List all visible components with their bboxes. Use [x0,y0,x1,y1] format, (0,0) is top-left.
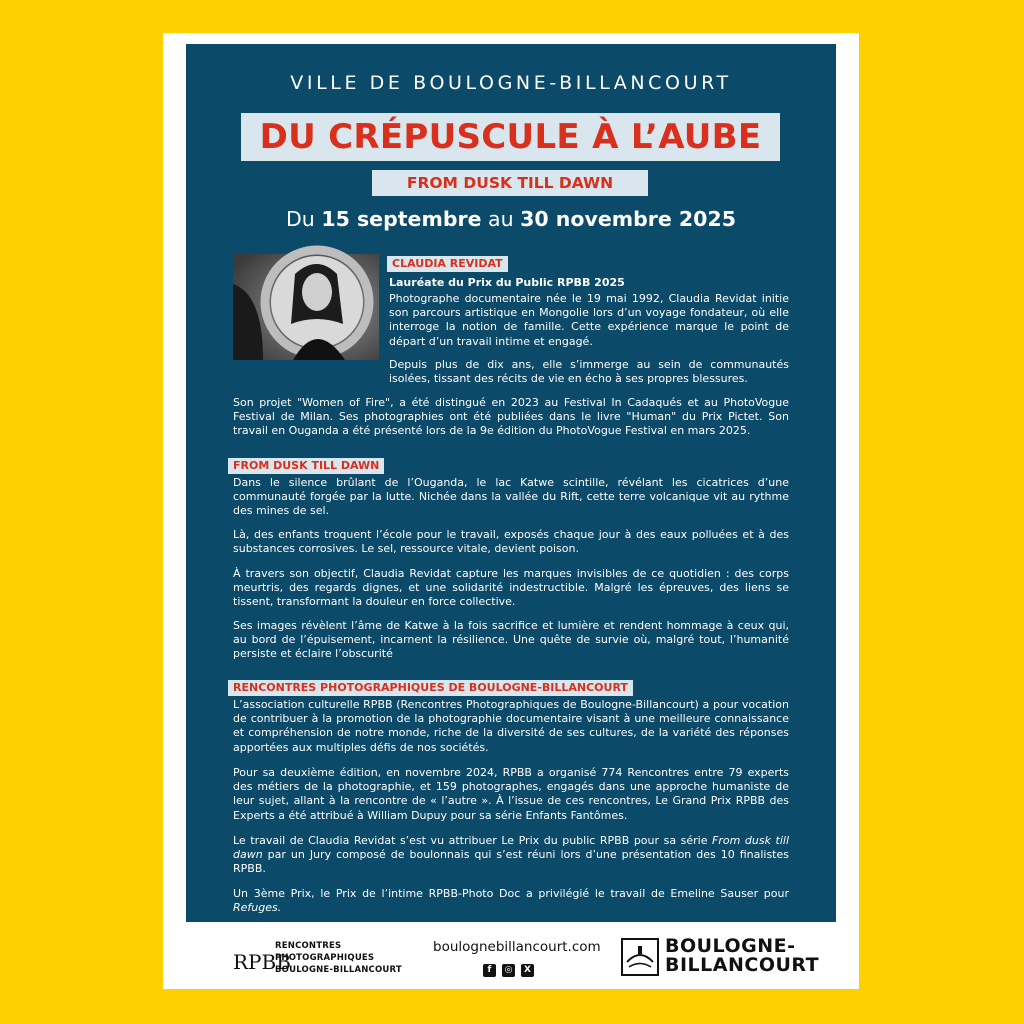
poster-page [163,33,859,989]
series-title-italic: From dusk till dawn [233,834,790,862]
refuges-title-italic: Refuges. [233,901,282,915]
svg-text:RPBB: RPBB [233,950,291,974]
exhibition-dates: Du 15 septembre au 30 novembre 2025 [286,207,736,231]
rpbb-logo-text: RENCONTRES PHOTOGRAPHIQUES BOULOGNE-BILLANCOURT [275,941,402,975]
rpbb-paragraph-3: Le travail de Claudia Revidat s’est vu attribuer Le Prix du public RPBB pour sa série From dusk till dawn par un Jury composé de boulonnais qui s’est réuni lors d’une présentation des 10 finalistes RPBB. [233,834,790,876]
footer [163,922,859,989]
artist-bio-paragraph-1: Photographe documentaire née le 19 mai 1992, Claudia Revidat initie son parcours artistique en Mongolie lors d’un voyage fondateur, où elle interroge la notion de famille. Cette expérience marque le point de départ d’un travail intime et engagé. [389,292,789,348]
website-link[interactable]: boulognebillancourt.com [433,939,601,955]
city-heading: VILLE DE BOULOGNE-BILLANCOURT [290,72,732,94]
rpbb-paragraph-1: L’association culturelle RPBB (Rencontres Photographiques de Boulogne-Billancourt) a pour vocation de contribuer à la promotion de la photographie documentaire visant à une meilleure connaissance et compréhension de notre monde, riche de la diversité de ses cultures, de la variété des réponses apportées aux multiples défis de nos sociétés. [233,698,789,754]
artist-bio-paragraph-3: Son projet "Women of Fire", a été distingué en 2023 au Festival In Cadaqués et au PhotoVogue Festival de Milan. Ses photographies ont été publiées dans le livre "Human" du Prix Pictet. Son travail en Ouganda a été présenté lors de la 9e édition du PhotoVogue Festival en mars 2025. [233,396,789,438]
exhibition-subtitle: FROM DUSK TILL DAWN [406,174,614,192]
rpbb-paragraph-4: Un 3ème Prix, le Prix de l’intime RPBB-Photo Doc a privilégié le travail de Emeline Sauser pour Refuges. [233,887,789,915]
rpbb-section-label: RENCONTRES PHOTOGRAPHIQUES DE BOULOGNE-BILLANCOURT [228,680,633,696]
city-emblem-icon [621,938,659,976]
series-paragraph-2: Là, des enfants troquent l’école pour le travail, exposés chaque jour à des eaux polluées et à des substances corrosives. Le sel, ressource vitale, devient poison. [233,528,789,556]
series-section-label: FROM DUSK TILL DAWN [228,458,384,474]
x-icon[interactable]: X [521,964,534,977]
rpbb-paragraph-2: Pour sa deuxième édition, en novembre 2024, RPBB a organisé 774 Rencontres entre 79 experts des métiers de la photographie, et 159 photographes, engagés dans une approche humaniste de leur sujet, allant à la rencontre de « l’autre ». À l’issue de ces rencontres, Le Grand Prix RPBB des Experts a été attribué à William Dupuy pour sa série Enfants Fantômes. [233,766,789,822]
social-links [483,964,534,977]
series-paragraph-1: Dans le silence brûlant de l’Ouganda, le lac Katwe scintille, révélant les cicatrices d’une communauté forgée par la lutte. Nichée dans la vallée du Rift, cette terre volcanique vit au rythme des mines de sel. [233,476,789,518]
city-logo-text: BOULOGNE- BILLANCOURT [665,935,820,976]
exhibition-title: DU CRÉPUSCULE À L’AUBE [259,117,762,157]
end-date: 30 novembre 2025 [520,207,736,231]
start-date: 15 septembre [321,207,482,231]
rpbb-logo-icon [233,939,291,975]
facebook-icon[interactable]: f [483,964,496,977]
artist-portrait-photo [233,254,379,360]
laureate-line: Lauréate du Prix du Public RPBB 2025 [389,276,625,289]
title-box [241,113,780,161]
poster-panel [186,44,836,922]
series-paragraph-3: À travers son objectif, Claudia Revidat capture les marques invisibles de ce quotidien : des corps meurtris, des regards dignes, et une solidarité indestructible. Malgré les épreuves, des liens se tissent, transformant la douleur en force collective. [233,567,789,609]
instagram-icon[interactable]: ◎ [502,964,515,977]
subtitle-box [372,170,648,196]
artist-bio-paragraph-2: Depuis plus de dix ans, elle s’immerge au sein de communautés isolées, tissant des récits de vie en écho à ses propres blessures. [389,358,789,386]
artist-section-label: CLAUDIA REVIDAT [387,256,508,272]
series-paragraph-4: Ses images révèlent l’âme de Katwe à la fois sacrifice et lumière et rendent hommage à ceux qui, au bord de l’épuisement, incarnent la résilience. Une quête de survie où, malgré tout, l’humanité persiste et éclaire l’obscurité [233,619,789,661]
